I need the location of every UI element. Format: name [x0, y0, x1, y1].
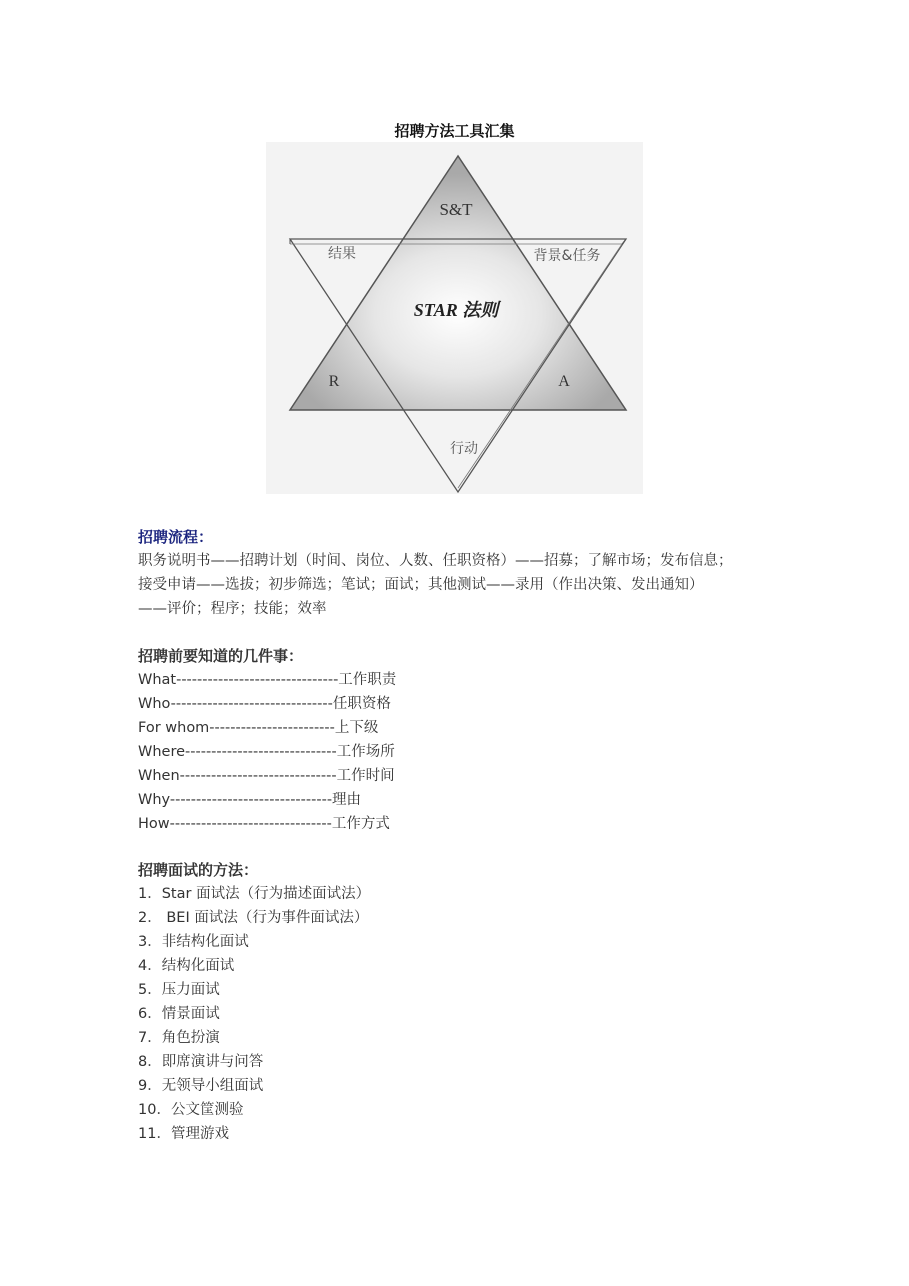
know-row: Why-------------------------------理由 [138, 792, 362, 808]
know-row: For whom------------------------上下级 [138, 720, 379, 736]
star-method-diagram [266, 142, 643, 494]
label-background-task: 背景&任务 [533, 248, 601, 264]
upward-triangle [290, 156, 626, 410]
section-heading-know: 招聘前要知道的几件事： [138, 647, 304, 665]
know-row: What-------------------------------工作职责 [138, 672, 397, 688]
section-heading-process: 招聘流程： [138, 528, 214, 546]
method-item: 11．管理游戏 [138, 1126, 229, 1142]
method-item: 2． BEI 面试法（行为事件面试法） [138, 910, 369, 926]
know-row: When------------------------------工作时间 [138, 768, 395, 784]
section-heading-methods: 招聘面试的方法： [138, 861, 259, 879]
process-line: ——评价；程序；技能；效率 [138, 601, 327, 617]
label-st: S&T [439, 200, 473, 219]
label-r: R [328, 373, 340, 390]
method-item: 4．结构化面试 [138, 958, 235, 974]
process-line: 职务说明书——招聘计划（时间、岗位、人数、任职资格）——招募；了解市场；发布信息； [138, 553, 733, 569]
label-action: 行动 [450, 441, 478, 457]
document-title: 招聘方法工具汇集 [394, 122, 515, 140]
label-result: 结果 [328, 246, 356, 262]
label-a: A [558, 373, 570, 390]
know-row: How-------------------------------工作方式 [138, 816, 390, 832]
method-item: 1．Star 面试法（行为描述面试法） [138, 886, 371, 902]
method-item: 3．非结构化面试 [138, 934, 249, 950]
process-line: 接受申请——选拔；初步筛选；笔试；面试；其他测试——录用（作出决策、发出通知） [138, 577, 704, 593]
know-row: Where-----------------------------工作场所 [138, 744, 395, 760]
recruitment-process-section [138, 525, 798, 621]
method-item: 8．即席演讲与问答 [138, 1054, 264, 1070]
method-item: 9．无领导小组面试 [138, 1078, 264, 1094]
method-item: 10．公文筐测验 [138, 1102, 244, 1118]
method-item: 6．情景面试 [138, 1006, 220, 1022]
method-item: 5．压力面试 [138, 982, 220, 998]
label-star-rule: STAR 法则 [413, 300, 499, 320]
interview-methods-section [138, 858, 798, 1146]
method-item: 7．角色扮演 [138, 1030, 220, 1046]
things-to-know-section [138, 644, 798, 836]
know-row: Who-------------------------------任职资格 [138, 696, 391, 712]
